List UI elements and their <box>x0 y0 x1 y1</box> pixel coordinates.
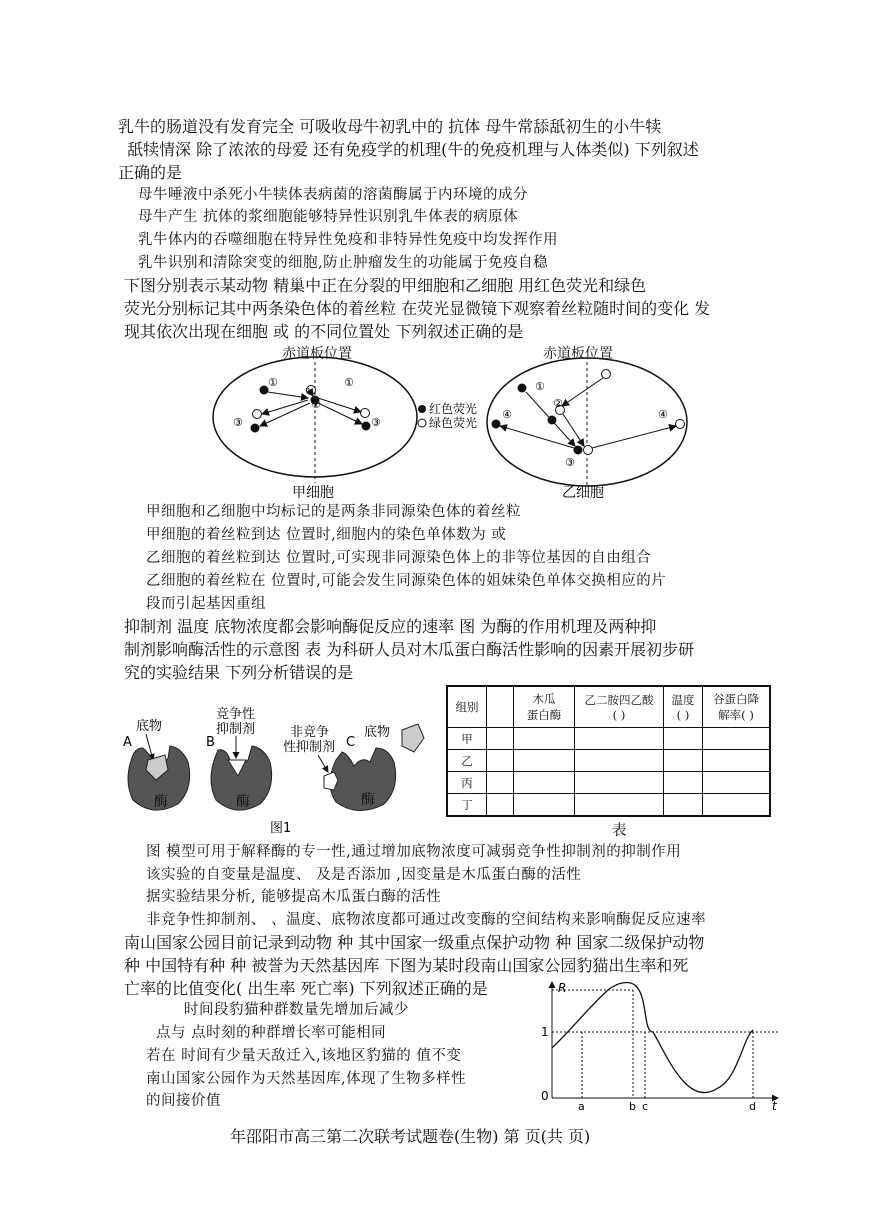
q-cell-line-2: 荧光分别标记其中两条染色体的着丝粒 在荧光显微镜下观察着丝粒随时间的变化 发 <box>124 299 711 318</box>
q-immune-option-c: 乳牛体内的吞噬细胞在特异性免疫和非特异性免疫中均发挥作用 <box>138 232 558 248</box>
tick-d: d <box>749 1100 756 1113</box>
q-immune-line-3: 正确的是 <box>118 163 183 182</box>
legend-green-dot <box>418 419 426 427</box>
q-enzyme-line-3: 究的实验结果 下列分析错误的是 <box>124 663 354 682</box>
enzyme-figure-1 <box>118 700 438 840</box>
svg-text:竞争性: 竞争性 <box>216 707 256 722</box>
svg-text:④: ④ <box>658 408 668 421</box>
table-header: 木瓜 蛋白酶 <box>514 686 575 728</box>
svg-text:抑制剂: 抑制剂 <box>216 722 256 737</box>
green-marker <box>676 420 685 429</box>
svg-text:性抑制剂: 性抑制剂 <box>283 740 336 755</box>
red-marker <box>251 424 260 433</box>
green-marker <box>361 409 370 418</box>
q-cell-option-a: 甲细胞和乙细胞中均标记的是两条非同源染色体的着丝粒 <box>146 504 521 520</box>
legend-red-dot <box>418 405 426 413</box>
q-cell-option-c: 乙细胞的着丝粒到达 位置时,可实现非同源染色体上的非等位基因的自由组合 <box>146 550 652 566</box>
q-immune-option-d: 乳牛识别和清除突变的细胞,防止肿瘤发生的功能属于免疫自稳 <box>138 255 549 271</box>
q-cell-line-1: 下图分别表示某动物 精巢中正在分裂的甲细胞和乙细胞 用红色荧光和绿色 <box>124 276 647 295</box>
enzyme-table <box>446 685 771 817</box>
svg-text:底物: 底物 <box>136 719 163 734</box>
q-park-line-2: 种 中国特有种 种 被誉为天然基因库 下图为某时段南山国家公园豹猫出生率和死 <box>124 956 689 975</box>
cell-left-label: 甲细胞 <box>292 485 334 501</box>
table-caption: 表 <box>612 823 627 839</box>
svg-text:A: A <box>123 735 132 750</box>
q-park-option-d: 南山国家公园作为天然基因库,体现了生物多样性 <box>146 1071 467 1087</box>
table-row: 乙 <box>447 750 770 772</box>
q-cell-option-d: 乙细胞的着丝粒在 位置时,可能会发生同源染色体的姐妹染色单体交换相应的片 <box>146 573 667 589</box>
page-footer: 年邵阳市高三第二次联考试题卷(生物) 第 页(共 页) <box>230 1127 591 1146</box>
x-axis-label: t <box>772 1099 777 1113</box>
legend-green-label: 绿色荧光 <box>429 416 478 430</box>
q-cell-line-3: 现其依次出现在细胞 或 的不同位置处 下列叙述正确的是 <box>124 322 524 341</box>
svg-text:①: ① <box>535 380 545 393</box>
q-park-option-d-cont: 的间接价值 <box>146 1093 221 1109</box>
q-enzyme-line-1: 抑制剂 温度 底物浓度都会影响酶促反应的速率 图 为酶的作用机理及两种抑 <box>124 617 657 636</box>
svg-text:③: ③ <box>233 416 243 429</box>
q-enzyme-option-a: 图 模型可用于解释酶的专一性,通过增加底物浓度可减弱竞争性抑制剂的抑制作用 <box>146 844 682 860</box>
svg-text:B: B <box>206 735 215 750</box>
birth-death-ratio-graph <box>538 978 788 1118</box>
tick-b: b <box>629 1100 636 1113</box>
svg-text:①: ① <box>344 376 354 389</box>
table-header: 乙二胺四乙酸 ( ) <box>575 686 664 728</box>
table-header <box>487 686 514 728</box>
table-row: 甲 <box>447 728 770 750</box>
table-header: 温度 ( ) <box>664 686 703 728</box>
q-cell-option-b: 甲细胞的着丝粒到达 位置时,细胞内的染色单体数为 或 <box>146 527 507 543</box>
q-park-option-a: 时间段豹猫种群数量先增加后减少 <box>184 1002 409 1018</box>
svg-text:②: ② <box>553 397 563 410</box>
table-header: 谷蛋白降 解率( ) <box>703 686 771 728</box>
substrate-c <box>402 724 424 752</box>
tick-c: c <box>642 1100 649 1113</box>
table-header: 组别 <box>447 686 487 728</box>
green-marker <box>253 410 262 419</box>
svg-text:①: ① <box>268 376 278 389</box>
svg-text:②: ② <box>311 398 321 411</box>
cell-right-label: 乙细胞 <box>562 485 604 501</box>
svg-text:③: ③ <box>565 456 575 469</box>
svg-text:③: ③ <box>371 416 381 429</box>
q-immune-line-2: 舐犊情深 除了浓浓的母爱 还有免疫学的机理(牛的免疫机理与人体类似) 下列叙述 <box>127 140 699 159</box>
q-park-option-c: 若在 时间有少量天敌迁入,该地区豹猫的 值不变 <box>146 1048 462 1064</box>
q-immune-option-b: 母牛产生 抗体的浆细胞能够特异性识别乳牛体表的病原体 <box>138 209 519 225</box>
table-row: 丁 <box>447 794 770 817</box>
q-immune-line-1: 乳牛的肠道没有发育完全 可吸收母牛初乳中的 抗体 母牛常舔舐初生的小牛犊 <box>118 117 662 136</box>
q-enzyme-option-b: 该实验的自变量是温度、 及是否添加 ,因变量是木瓜蛋白酶的活性 <box>146 867 582 883</box>
svg-text:C: C <box>346 735 356 750</box>
q-enzyme-option-c: 据实验结果分析, 能够提高木瓜蛋白酶的活性 <box>146 889 442 905</box>
q-cell-option-d-cont: 段而引起基因重组 <box>146 596 266 612</box>
tick-a: a <box>578 1100 585 1113</box>
fig1-caption: 图1 <box>270 821 292 836</box>
origin-label: 0 <box>541 1089 549 1103</box>
green-marker <box>602 370 611 379</box>
svg-text:④: ④ <box>502 408 512 421</box>
red-marker <box>362 422 371 431</box>
svg-text:酶: 酶 <box>361 792 375 808</box>
red-marker <box>492 420 501 429</box>
cell-division-figure <box>200 340 700 505</box>
y-one-label: 1 <box>541 1025 549 1039</box>
red-marker <box>518 384 527 393</box>
svg-text:酶: 酶 <box>154 794 168 810</box>
plate-label-left: 赤道板位置 <box>282 346 352 362</box>
q-immune-option-a: 母牛唾液中杀死小牛犊体表病菌的溶菌酶属于内环境的成分 <box>138 187 528 203</box>
q-park-option-b: 点与 点时刻的种群增长率可能相同 <box>156 1025 387 1041</box>
q-park-line-1: 南山国家公园目前记录到动物 种 其中国家一级重点保护动物 种 国家二级保护动物 <box>124 933 705 952</box>
legend-red-label: 红色荧光 <box>429 402 478 416</box>
q-park-line-3: 亡率的比值变化( 出生率 死亡率) 下列叙述正确的是 <box>124 979 488 998</box>
svg-text:底物: 底物 <box>364 725 391 740</box>
q-enzyme-option-d: 非竞争性抑制剂、 、温度、底物浓度都可通过改变酶的空间结构来影响酶促反应速率 <box>146 912 707 928</box>
plate-label-right: 赤道板位置 <box>543 346 613 362</box>
table-row: 丙 <box>447 772 770 794</box>
svg-text:酶: 酶 <box>236 794 250 810</box>
green-marker <box>584 446 593 455</box>
red-marker <box>574 446 583 455</box>
q-enzyme-line-2: 制剂影响酶活性的示意图 表 为科研人员对木瓜蛋白酶活性影响的因素开展初步研 <box>124 640 695 659</box>
svg-text:非竞争: 非竞争 <box>290 725 330 740</box>
y-axis-label: R <box>558 981 567 995</box>
